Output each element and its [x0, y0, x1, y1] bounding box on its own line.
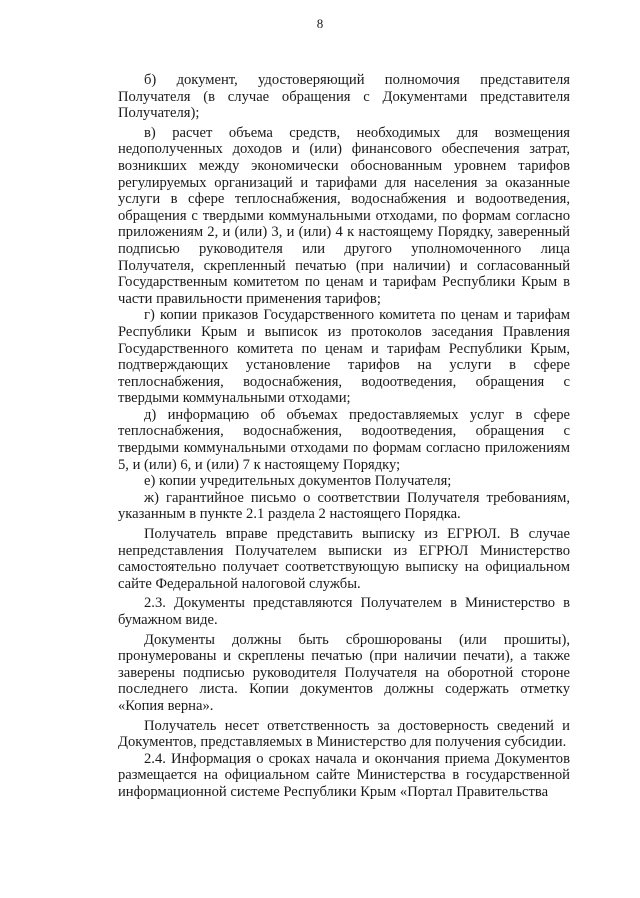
paragraph-2-3: 2.3. Документы представляются Получателем в Министерство в бумажном виде. [118, 595, 570, 628]
paragraph-v: в) расчет объема средств, необходимых для возмещения недополученных доходов и (или) финансового обеспечения затрат, возникших между экономически обоснованным уровнем тарифов регулируемых организаций и тарифами для населения за оказанные услуги в сфере теплоснабжения, водоснабжения и водоотведения, обращения с твердыми коммунальными отходами, по формам согласно приложениям 2, и (или) 3, и (или) 4 к настоящему Порядку, заверенный подписью руководителя или другого уполномоченного лица Получателя, скрепленный печатью (при наличии) и согласованный Государственным комитетом по ценам и тарифам Республики Крым в части правильности применения тарифов; [118, 124, 570, 307]
paragraph-egrul: Получатель вправе представить выписку из ЕГРЮЛ. В случае непредставления Получателем выписки из ЕГРЮЛ Министерство самостоятельно получает соответствующую выписку на официальном сайте Федеральной налоговой службы. [118, 526, 570, 592]
paragraph-2-4: 2.4. Информация о сроках начала и окончания приема Документов размещается на официальном сайте Министерства в государственной информационной системе Республики Крым «Портал Правительства [118, 750, 570, 800]
paragraph-zh: ж) гарантийное письмо о соответствии Получателя требованиям, указанным в пункте 2.1 раздела 2 настоящего Порядка. [118, 489, 570, 523]
paragraph-g: г) копии приказов Государственного комитета по ценам и тарифам Республики Крым и выписок из протоколов заседания Правления Государственного комитета по ценам и тарифам Республики Крым, подтверждающих установление тарифов на услуги в сфере теплоснабжения, водоснабжения, водоотведения, обращения с твердыми коммунальными отходами; [118, 307, 570, 407]
paragraph-e: е) копии учредительных документов Получателя; [144, 473, 452, 490]
paragraph-responsibility: Получатель несет ответственность за достоверность сведений и Документов, представляемых в Министерство для получения субсидии. [118, 717, 570, 751]
document-body [118, 72, 570, 801]
paragraph-d: д) информацию об объемах предоставляемых услуг в сфере теплоснабжения, водоснабжения, водоотведения, обращения с твердыми коммунальными отходами по формам согласно приложениям 5, и (или) 6, и (или) 7 к настоящему Порядку; [118, 406, 570, 473]
page-number: 8 [316, 16, 324, 31]
paragraph-b: б) документ, удостоверяющий полномочия представителя Получателя (в случае обращения с Документами представителя Получателя); [118, 72, 570, 122]
paragraph-documents-bound: Документы должны быть сброшюрованы (или прошиты), пронумерованы и скреплены печатью (при наличии печати), а также заверены подписью руководителя Получателя на оборотной стороне последнего листа. Копии документов должны содержать отметку «Копия верна». [118, 631, 570, 714]
